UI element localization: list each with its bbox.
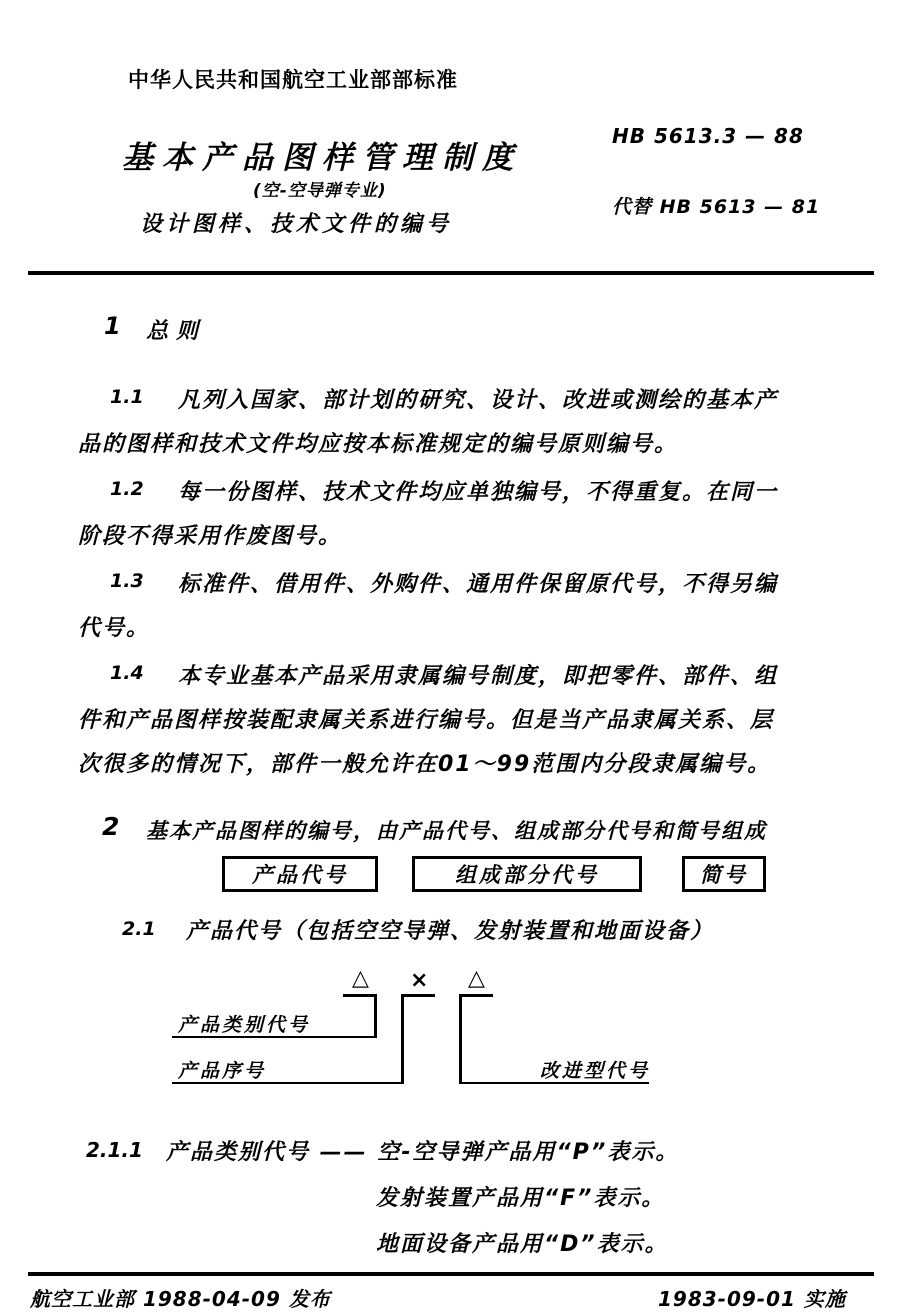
leader-bar-1 (343, 994, 377, 997)
clause-1-2-number: 1.2 (110, 478, 144, 500)
clause-1-4-line-1: 本专业基本产品采用隶属编号制度，即把零件、部件、组 (178, 664, 779, 689)
clause-1-3-line-2: 代号。 (78, 616, 151, 641)
code-composition-boxes (0, 856, 902, 900)
section-2-number: 2 (102, 812, 120, 841)
diagram-label-product-serial-number: 产品序号 (178, 1060, 267, 1082)
leader-vertical-1 (374, 994, 377, 1038)
clause-1-3-line-1: 标准件、借用件、外购件、通用件保留原代号，不得另编 (178, 572, 779, 597)
leader-vertical-2 (401, 994, 404, 1084)
triangle-placeholder-icon-2: △ (468, 966, 485, 991)
clause-1-2-line-2: 阶段不得采用作废图号。 (78, 524, 343, 549)
clause-2-1-text: 产品代号（包括空空导弹、发射装置和地面设备） (186, 919, 715, 944)
footer-effective-date: 1983-09-01 实施 (658, 1287, 846, 1311)
triangle-placeholder-icon-1: △ (352, 966, 369, 991)
section-1-heading: 总则 (146, 319, 207, 344)
diagram-label-improved-model-code: 改进型代号 (540, 1060, 651, 1082)
clause-2-1-1-line-1: 产品类别代号 —— 空-空导弹产品用“P”表示。 (166, 1140, 680, 1165)
clause-2-1-1-number: 2.1.1 (86, 1138, 143, 1162)
section-2-heading: 基本产品图样的编号，由产品代号、组成部分代号和简号组成 (146, 819, 767, 843)
clause-2-1-1-line-3: 地面设备产品用“D”表示。 (376, 1232, 669, 1257)
clause-1-2-line-1: 每一份图样、技术文件均应单独编号，不得重复。在同一 (178, 480, 779, 505)
standard-replaces-note: 代替 HB 5613 — 81 (612, 196, 821, 218)
footer-divider-rule (28, 1272, 874, 1276)
product-code-structure-diagram (0, 968, 902, 1098)
clause-1-4-line-2: 件和产品图样按装配隶属关系进行编号。但是当产品隶属关系、层 (78, 708, 775, 733)
diagram-label-product-category-code: 产品类别代号 (178, 1014, 311, 1036)
footer-issuer-and-publish-date: 航空工业部 1988-04-09 发布 (30, 1287, 331, 1311)
clause-1-4-number: 1.4 (110, 662, 144, 684)
code-box-product-code: 产品代号 (222, 856, 378, 892)
code-box-short-code: 简号 (682, 856, 766, 892)
document-title-main: 基本产品图样管理制度 (122, 140, 522, 176)
document-title-scope: 设计图样、技术文件的编号 (140, 212, 453, 237)
clause-1-1-line-1: 凡列入国家、部计划的研究、设计、改进或测绘的基本产 (178, 388, 779, 413)
cross-placeholder-icon: × (410, 968, 429, 993)
standard-number: HB 5613.3 — 88 (612, 124, 804, 148)
leader-vertical-3 (459, 994, 462, 1084)
clause-1-4-line-3: 次很多的情况下，部件一般允许在01～99范围内分段隶属编号。 (78, 752, 772, 777)
leader-bar-3 (459, 994, 493, 997)
clause-2-1-1-line-2: 发射装置产品用“F”表示。 (376, 1186, 666, 1211)
clause-1-1-line-2: 品的图样和技术文件均应按本标准规定的编号原则编号。 (78, 432, 679, 457)
clause-2-1-number: 2.1 (122, 918, 156, 940)
document-title-subtitle: (空-空导弹专业) (253, 181, 387, 201)
leader-bar-2 (401, 994, 435, 997)
masthead-issuing-authority: 中华人民共和国航空工业部部标准 (128, 68, 458, 92)
header-divider-rule (28, 271, 874, 275)
code-box-assembly-part-code: 组成部分代号 (412, 856, 642, 892)
clause-1-3-number: 1.3 (110, 570, 144, 592)
clause-1-1-number: 1.1 (110, 386, 144, 408)
section-1-number: 1 (104, 312, 121, 340)
